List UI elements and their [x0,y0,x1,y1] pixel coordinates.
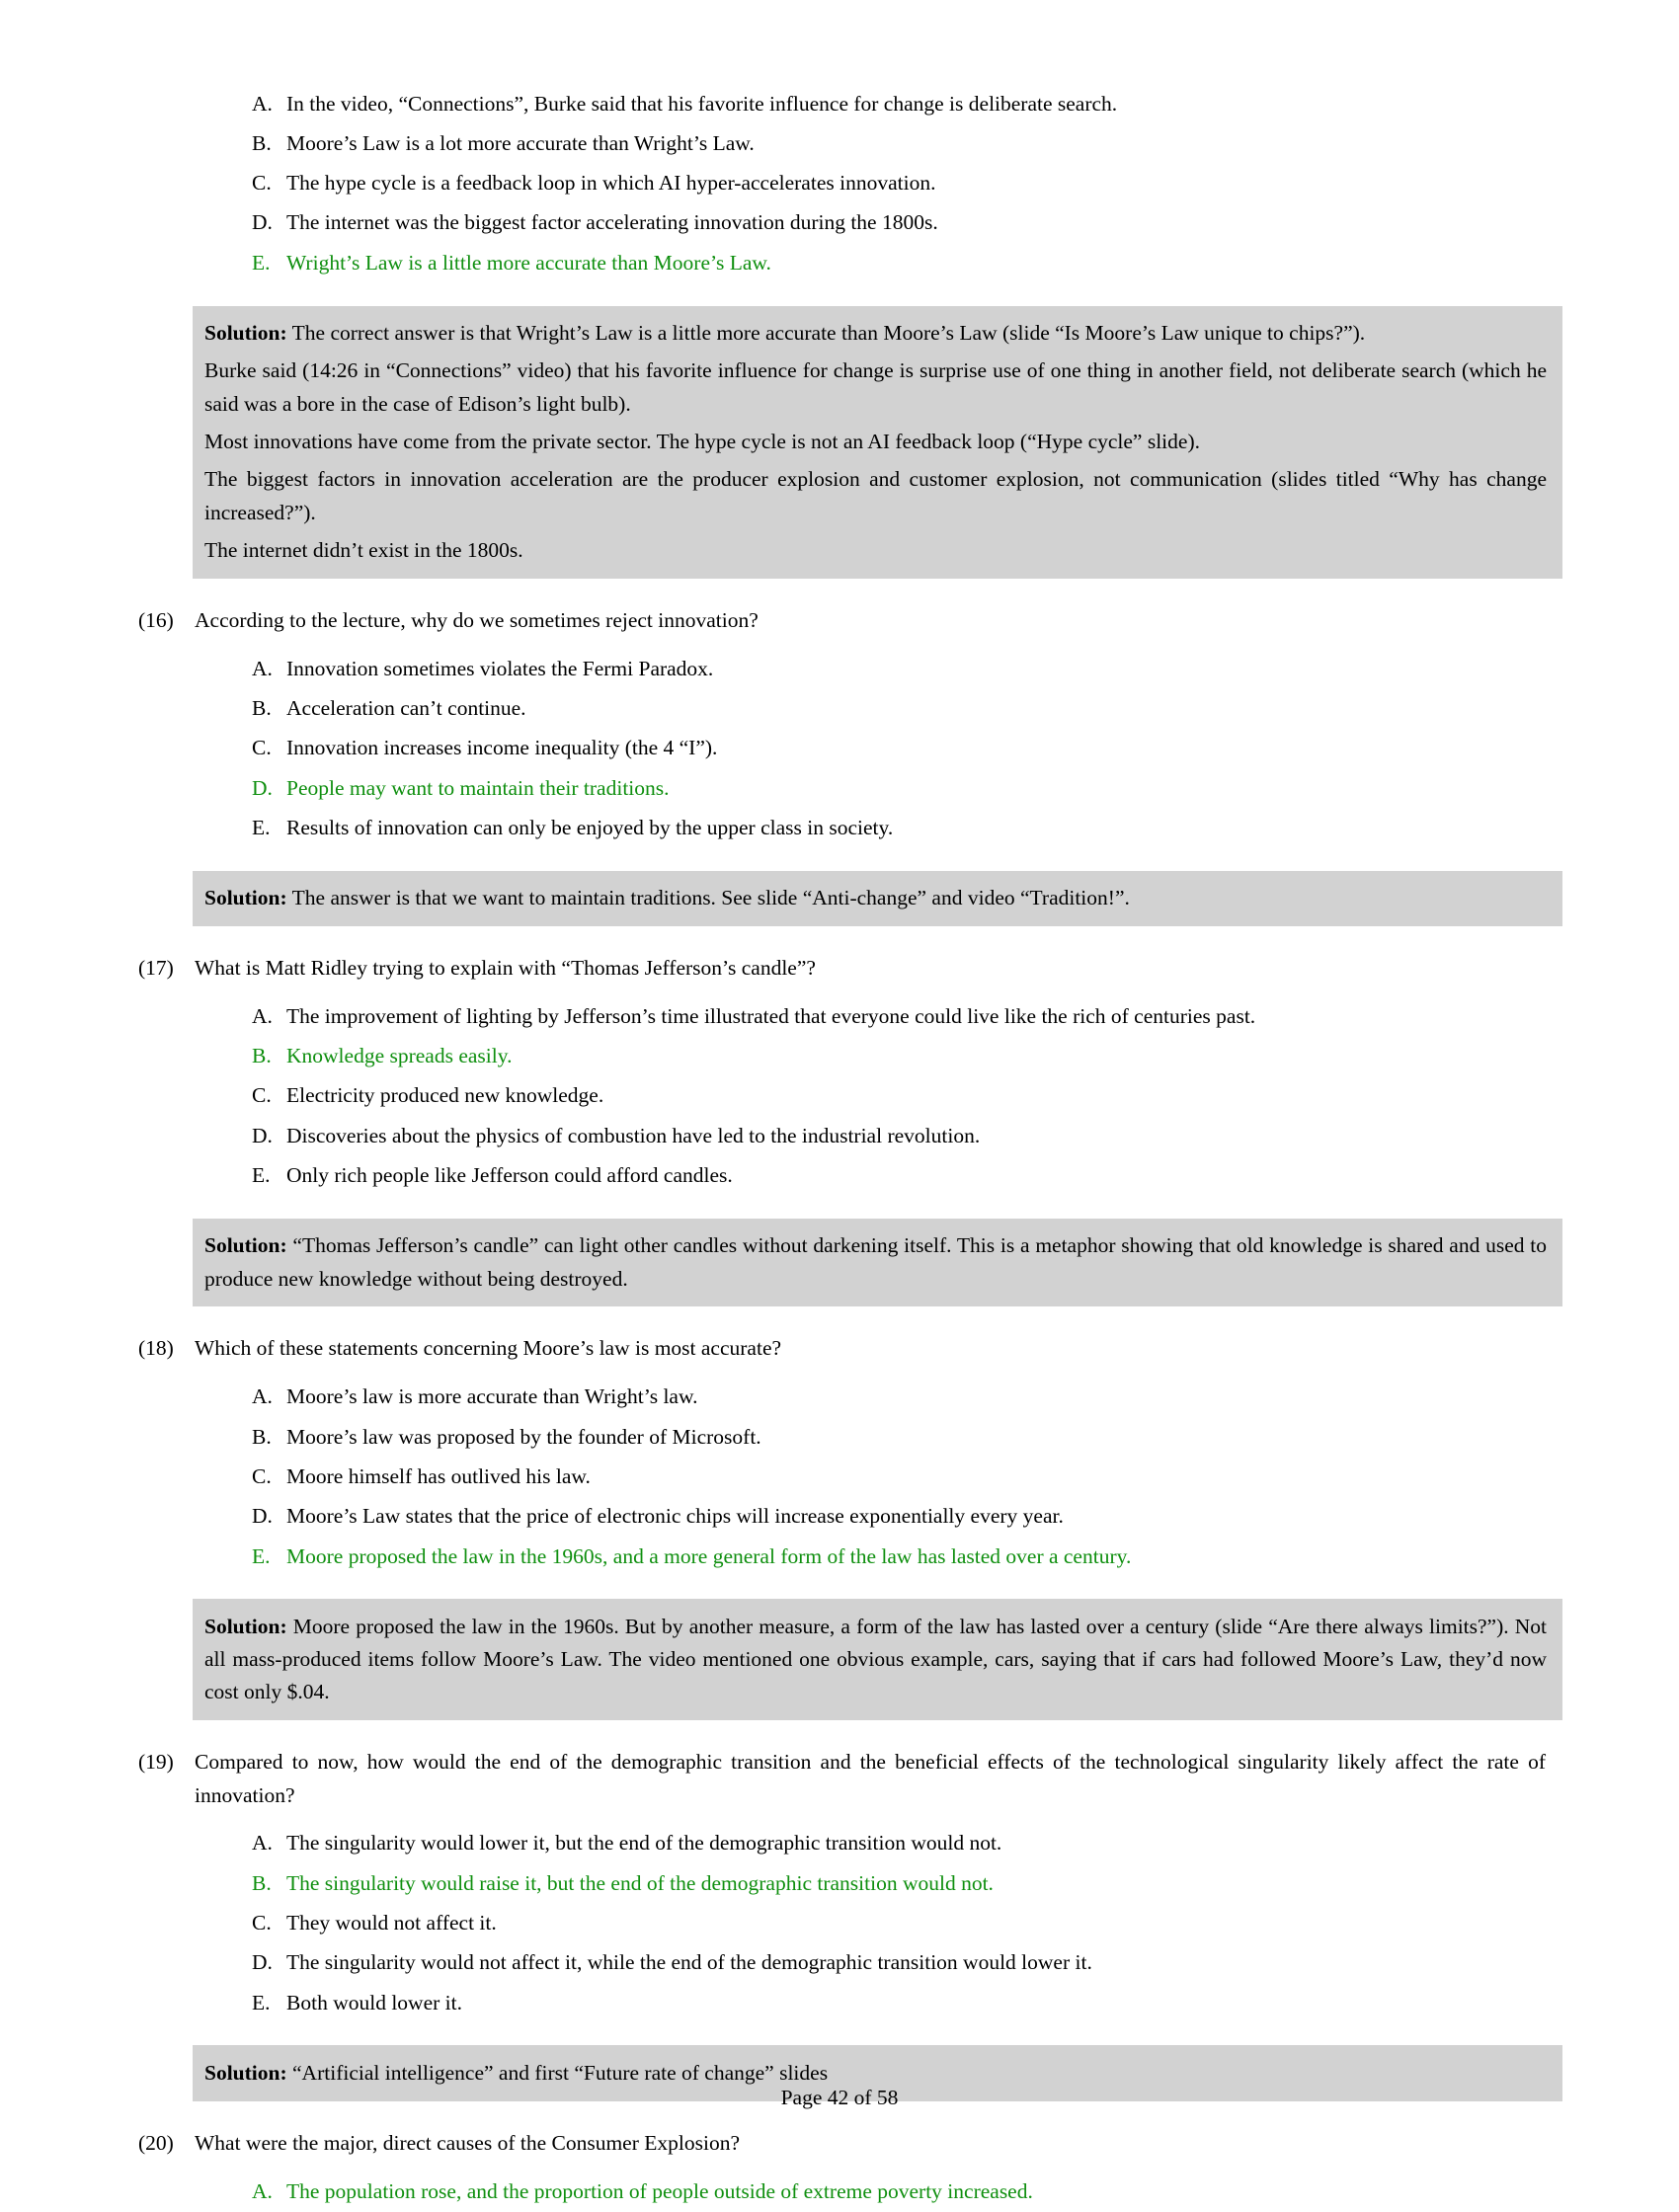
option-text: Moore’s law is more accurate than Wright’s law. [286,1384,698,1409]
option-row [138,1984,1546,2021]
question-15-options [138,85,1546,282]
solution-box-q17 [193,1219,1562,1307]
question-text: Which of these statements concerning Moore’s law is most accurate? [195,1336,782,1361]
option-letter: E. [252,1990,271,2014]
option-row-correct-answer [138,769,1546,807]
option-text: The internet was the biggest factor accelerating innovation during the 1800s. [286,210,938,235]
question-16-options [138,650,1546,847]
option-text: People may want to maintain their traditions. [286,775,670,800]
option-letter: E. [252,1163,271,1187]
option-text: The hype cycle is a feedback loop in which AI hyper-accelerates innovation. [286,171,936,196]
option-text: The singularity would lower it, but the end of the demographic transition would not. [286,1831,1002,1856]
question-text: According to the lecture, why do we sometimes reject innovation? [195,607,759,632]
option-letter: B. [252,1424,272,1449]
solution-paragraph: Burke said (14:26 in “Connections” video) that his favorite influence for change is surprise use of one thing in another field, not deliberate search (which he said was a bore in the case of Edison’s light bulb). [204,358,1547,416]
option-text: Knowledge spreads easily. [286,1044,513,1068]
solution-text: The correct answer is that Wright’s Law is a little more accurate than Moore’s Law (slide “Is Moore’s Law unique to chips?”). [291,321,1366,346]
question-17 [138,952,1546,985]
question-number: (19) [138,1750,174,1775]
solution-paragraph [204,880,1547,917]
option-text: Moore’s law was proposed by the founder of Microsoft. [286,1424,761,1449]
option-row-correct-answer [138,1538,1546,1575]
option-text: Both would lower it. [286,1990,462,2014]
option-text: Wright’s Law is a little more accurate than Moore’s Law. [286,250,771,275]
option-letter: C. [252,1911,272,1935]
page-number-indicator: Page 42 of 58 [780,2086,899,2109]
exam-page-content [138,83,1546,2212]
question-18-options [138,1379,1546,1576]
option-text: Moore himself has outlived his law. [286,1463,591,1488]
question-17-options [138,997,1546,1195]
solution-box-q15 [193,306,1562,579]
option-row-correct-answer [138,1864,1546,1902]
option-text: Only rich people like Jefferson could afford candles. [286,1163,733,1187]
solution-paragraph [204,315,1547,353]
option-row [138,730,1546,767]
option-text: In the video, “Connections”, Burke said that his favorite influence for change is deliberate search. [286,91,1118,116]
option-letter: A. [252,1831,273,1856]
option-letter: D. [252,775,273,800]
question-19 [138,1746,1546,1812]
option-row [138,204,1546,242]
option-row-correct-answer [138,2172,1546,2210]
question-number: (16) [138,607,174,632]
option-text: Moore proposed the law in the 1960s, and a more general form of the law has lasted over a century. [286,1543,1132,1568]
option-row [138,997,1546,1035]
option-row [138,809,1546,846]
option-row [138,165,1546,202]
option-text: Moore’s Law is a lot more accurate than Wright’s Law. [286,130,755,155]
option-letter: A. [252,2178,273,2203]
question-20-options [138,2172,1546,2210]
option-letter: A. [252,1003,273,1028]
option-row [138,1418,1546,1456]
question-number: (18) [138,1336,174,1361]
solution-label: Solution: [204,1233,287,1258]
option-letter: A. [252,656,273,680]
solution-paragraph: The internet didn’t exist in the 1800s. [204,537,523,562]
option-row [138,1498,1546,1536]
solution-text: Moore proposed the law in the 1960s. But by another measure, a form of the law has lasted over a century (slide “Are there always limits?”). Not all mass-produced items follow Moore’s Law. The video mentioned one obvious example, cars, saying that if cars had followed Moore’s Law, they’d now cost only $.04. [204,1614,1548,1704]
solution-box-q16 [193,871,1562,926]
option-row [138,1157,1546,1195]
option-row-correct-answer [138,1038,1546,1075]
option-row [138,1905,1546,1942]
option-letter: C. [252,1463,272,1488]
solution-text: “Thomas Jefferson’s candle” can light other candles without darkening itself. This is a metaphor showing that old knowledge is shared and used to produce new knowledge without being destroyed. [204,1233,1548,1291]
option-row [138,124,1546,162]
solution-box-q18 [193,1599,1562,1720]
option-letter: B. [252,695,272,720]
option-text: The improvement of lighting by Jefferson’s time illustrated that everyone could live like the rich of centuries past. [286,1003,1256,1028]
option-letter: E. [252,250,271,275]
option-letter: B. [252,130,272,155]
option-letter: E. [252,1543,271,1568]
option-row [138,650,1546,687]
option-text: The singularity would not affect it, while the end of the demographic transition would lower it. [286,1950,1092,1975]
option-letter: C. [252,736,272,760]
option-letter: D. [252,210,273,235]
option-row [138,85,1546,122]
question-number: (17) [138,955,174,980]
question-18 [138,1332,1546,1365]
option-text: Results of innovation can only be enjoyed by the upper class in society. [286,815,894,839]
option-row [138,1458,1546,1495]
solution-label: Solution: [204,2060,287,2085]
option-letter: A. [252,91,273,116]
option-letter: C. [252,171,272,196]
solution-label: Solution: [204,321,287,346]
option-text: The singularity would raise it, but the end of the demographic transition would not. [286,1870,994,1895]
option-row [138,1944,1546,1982]
solution-text: “Artificial intelligence” and first “Future rate of change” slides [292,2060,829,2085]
solution-paragraph [204,1608,1547,1711]
question-text: What is Matt Ridley trying to explain with “Thomas Jefferson’s candle”? [195,955,816,980]
solution-label: Solution: [204,886,287,910]
solution-label: Solution: [204,1614,287,1638]
option-letter: A. [252,1384,273,1409]
question-19-options [138,1825,1546,2022]
option-text: Acceleration can’t continue. [286,695,526,720]
option-text: Discoveries about the physics of combustion have led to the industrial revolution. [286,1123,981,1147]
option-letter: E. [252,815,271,839]
option-row [138,1379,1546,1416]
option-text: Moore’s Law states that the price of electronic chips will increase exponentially every year. [286,1504,1064,1529]
question-20 [138,2127,1546,2160]
option-row [138,1117,1546,1154]
option-letter: D. [252,1123,273,1147]
option-text: They would not affect it. [286,1911,497,1935]
option-text: Innovation sometimes violates the Fermi Paradox. [286,656,714,680]
solution-paragraph [204,1227,1547,1299]
option-row [138,1077,1546,1115]
option-row [138,689,1546,727]
question-text: What were the major, direct causes of the Consumer Explosion? [195,2130,740,2155]
option-letter: B. [252,1044,272,1068]
option-letter: B. [252,1870,272,1895]
option-row-correct-answer [138,244,1546,281]
question-number: (20) [138,2130,174,2155]
page-footer [0,2086,1679,2110]
option-row [138,1825,1546,1862]
question-text: Compared to now, how would the end of the demographic transition and the beneficial effects of the technological singularity likely affect the rate of innovation? [195,1750,1546,1807]
solution-paragraph: The biggest factors in innovation acceleration are the producer explosion and customer explosion, not communication (slides titled “Why has change increased?”). [204,467,1547,524]
option-text: The population rose, and the proportion of people outside of extreme poverty increased. [286,2178,1033,2203]
option-letter: D. [252,1504,273,1529]
solution-paragraph: Most innovations have come from the private sector. The hype cycle is not an AI feedback loop (“Hype cycle” slide). [204,430,1200,453]
option-text: Electricity produced new knowledge. [286,1083,604,1108]
option-letter: C. [252,1083,272,1108]
solution-text: The answer is that we want to maintain traditions. See slide “Anti-change” and video “Tradition!”. [291,886,1130,910]
option-letter: D. [252,1950,273,1975]
question-16 [138,604,1546,637]
option-text: Innovation increases income inequality (the 4 “I”). [286,736,718,760]
